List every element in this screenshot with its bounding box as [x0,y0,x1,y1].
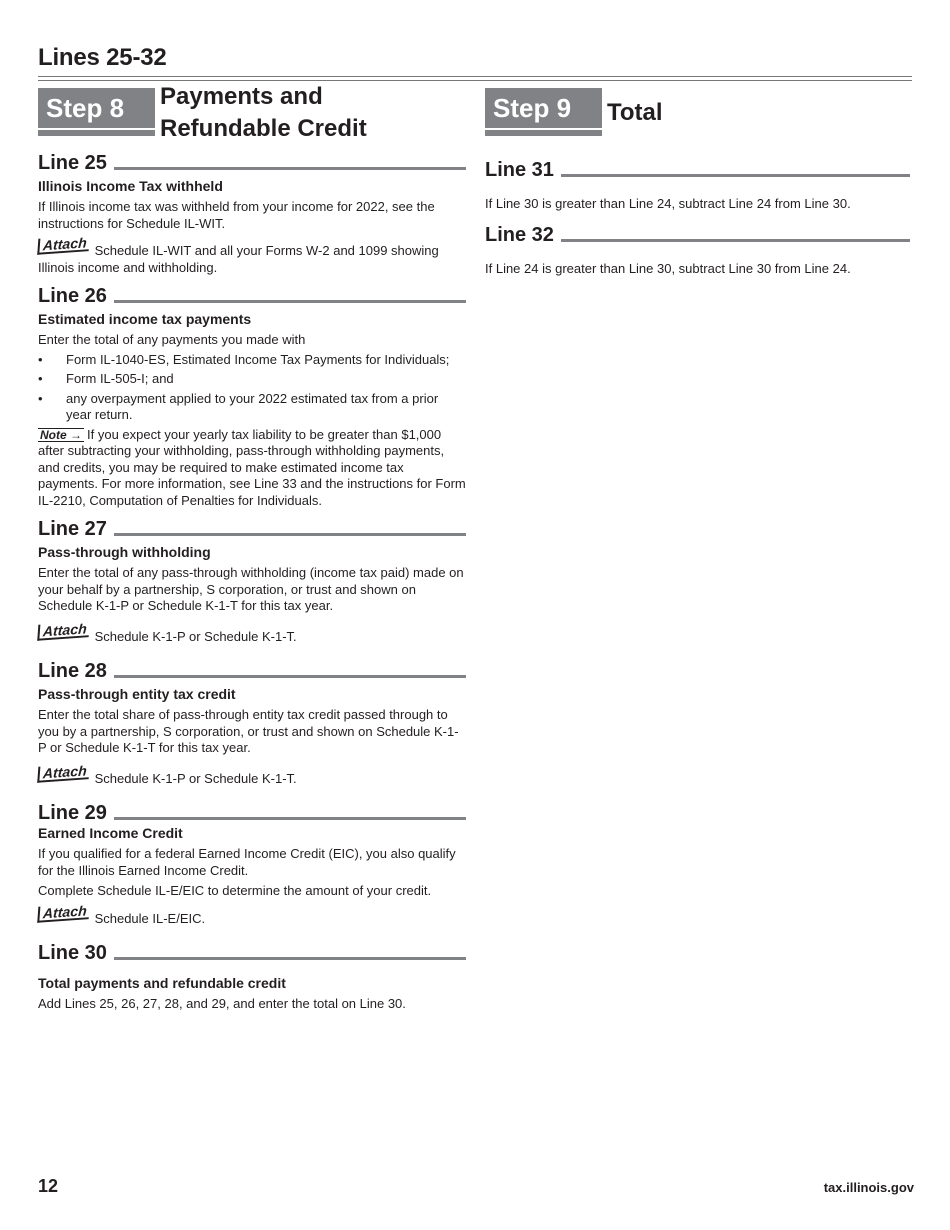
attach-icon: Attach [37,903,89,922]
line27-subhead: Pass-through withholding [38,544,211,560]
line26-intro: Enter the total of any payments you made with [38,332,306,347]
line30-section [38,941,466,1013]
line30-label: Line 30 [38,942,107,964]
line29-section [38,801,466,927]
line29-heading [38,801,466,823]
line29-label: Line 29 [38,802,107,824]
step8-title-line2: Refundable Credit [160,115,367,142]
left-column [38,143,466,1013]
line28-attach-text: Schedule K-1-P or Schedule K-1-T. [94,770,297,786]
line27-rule [114,533,466,536]
line25-subhead: Illinois Income Tax withheld [38,178,223,194]
line25-attach [38,234,466,276]
header-rule [38,76,912,77]
line28-body: Enter the total share of pass-through entity tax credit passed through to you by a partnership, S corporation, or trust and shown on Schedule K-1-P or Schedule K-1-T for this tax year. [38,707,459,755]
line27-attach-text: Schedule K-1-P or Schedule K-1-T. [94,628,297,644]
line26-subhead: Estimated income tax payments [38,311,252,327]
line27-body: Enter the total of any pass-through withholding (income tax paid) made on your behalf by a partnership, S corporation, or trust and shown on Schedule K-1-P or Schedule K-1-T for this tax year. [38,565,464,613]
line32-rule [561,239,910,242]
step9-badge-underline [485,130,602,136]
line27-section [38,517,466,645]
line30-heading [38,941,466,963]
line32-body: If Line 24 is greater than Line 30, subtract Line 30 from Line 24. [485,260,851,276]
line31-body: If Line 30 is greater than Line 24, subtract Line 24 from Line 30. [485,196,851,211]
step8-title-line1: Payments and [160,83,323,110]
page-number: 12 [38,1176,59,1196]
line26-label: Line 26 [38,285,107,307]
step9-title: Total [607,99,663,126]
right-column [485,150,910,277]
line29-attach [38,901,466,928]
note-icon: Note → [40,427,83,442]
attach-icon: Attach [37,621,89,640]
line30-body: Add Lines 25, 26, 27, 28, and 29, and enter the total on Line 30. [38,996,406,1011]
attach-icon: Attach [37,235,89,254]
page-header: Lines 25-32 [38,44,167,71]
line32-section [485,223,910,278]
line25-section [38,151,466,276]
note-icon-label: Note [40,427,67,442]
line31-label: Line 31 [485,159,554,181]
line30-rule [114,957,466,960]
line28-heading [38,659,466,681]
line32-heading [485,223,910,245]
list-item: • any overpayment applied to your 2022 estimated tax from a prior year return. [38,391,466,424]
step9-badge: Step 9 [485,88,602,128]
line27-heading [38,517,466,539]
line29-body1: If you qualified for a federal Earned Income Credit (EIC), you also qualify for the Illinois Earned Income Credit. [38,846,456,878]
line26-note [38,427,466,510]
line25-body: If Illinois income tax was withheld from your income for 2022, see the instructions for Schedule IL-WIT. [38,199,435,231]
line25-heading [38,151,466,173]
footer-url: tax.illinois.gov [823,1180,914,1195]
line26-bullet-list [38,352,466,424]
line29-subhead: Earned Income Credit [38,825,183,841]
line25-attach-text: Schedule IL-WIT and all your Forms W-2 and 1099 showing Illinois income and withholding. [38,243,439,275]
line29-attach-text: Schedule IL-E/EIC. [94,910,206,926]
line26-heading [38,284,466,306]
line28-rule [114,675,466,678]
line28-label: Line 28 [38,660,107,682]
step8-badge-block [38,88,155,136]
line29-body2: Complete Schedule IL-E/EIC to determine the amount of your credit. [38,883,432,898]
step8-badge-underline [38,130,155,136]
line26-note-text: If you expect your yearly tax liability to be greater than $1,000 after subtracting your withholding, pass-through withholding payments, and credits, you may be required to make estimated income tax payments. For more information, see Line 33 and the instructions for Form IL-2210, Computation of Penalties for Individuals. [38,426,466,508]
step8-badge: Step 8 [38,88,155,128]
line31-rule [561,174,910,177]
step8-title [160,81,367,145]
line25-label: Line 25 [38,152,107,174]
list-item: • Form IL-505-I; and [38,371,466,388]
line31-heading [485,158,910,180]
line27-attach [38,619,466,646]
line31-section [485,158,910,213]
line25-rule [114,167,466,170]
line29-rule [114,817,466,820]
line32-label: Line 32 [485,223,554,246]
line28-subhead: Pass-through entity tax credit [38,686,236,702]
line27-label: Line 27 [38,518,107,540]
line28-section [38,659,466,787]
attach-icon: Attach [37,763,89,782]
list-item: • Form IL-1040-ES, Estimated Income Tax Payments for Individuals; [38,352,466,369]
line26-section [38,284,466,509]
line26-rule [114,300,466,303]
line28-attach [38,761,466,788]
step9-badge-block [485,88,602,136]
line30-subhead: Total payments and refundable credit [38,975,286,991]
